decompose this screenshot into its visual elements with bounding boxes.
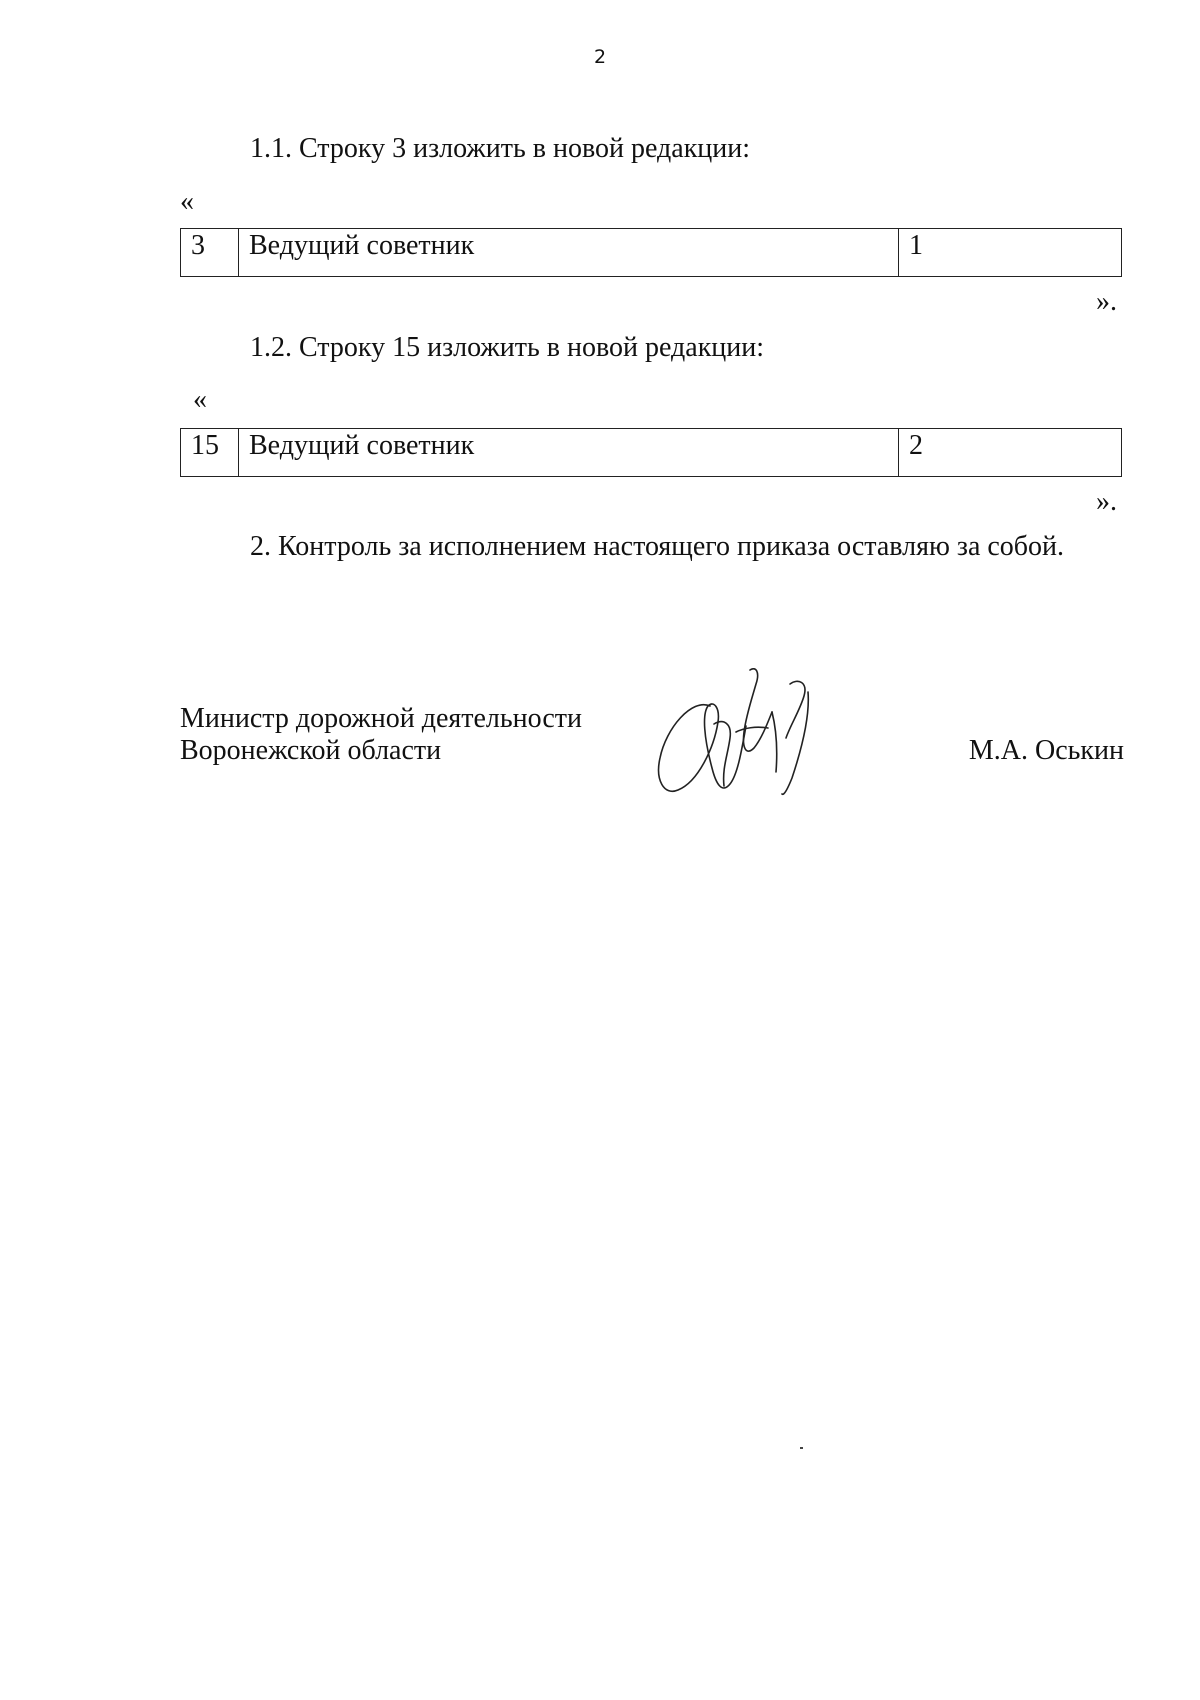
- row-number-cell: 15: [191, 430, 219, 461]
- page-number: 2: [593, 46, 607, 68]
- scan-speck: [800, 1447, 803, 1449]
- row-number-cell: 3: [191, 230, 205, 261]
- item-1-1-table-row: [180, 228, 1122, 277]
- signatory-name: М.А. Оськин: [968, 735, 1124, 766]
- row-count-cell: 1: [898, 229, 1121, 276]
- signatory-title-line2: Воронежской области: [180, 735, 442, 766]
- signatory-title-line1: Министр дорожной деятельности: [180, 703, 583, 734]
- control-clause: 2. Контроль за исполнением настоящего приказа оставляю за собой.: [250, 531, 1065, 562]
- item-1-2-open-quote: «: [193, 384, 207, 415]
- item-1-1-close-quote: ».: [1096, 286, 1117, 317]
- item-1-2-close-quote: ».: [1096, 486, 1117, 517]
- handwritten-signature: [652, 668, 832, 798]
- row-position-cell: Ведущий советник: [238, 229, 898, 276]
- row-count-cell: 2: [898, 429, 1121, 476]
- signatory-title: [180, 703, 582, 767]
- item-1-2-heading: 1.2. Строку 15 изложить в новой редакции:: [250, 332, 765, 363]
- item-1-1-heading: 1.1. Строку 3 изложить в новой редакции:: [250, 133, 751, 164]
- row-position-cell: Ведущий советник: [238, 429, 898, 476]
- item-1-1-open-quote: «: [180, 186, 194, 217]
- item-1-2-table-row: [180, 428, 1122, 477]
